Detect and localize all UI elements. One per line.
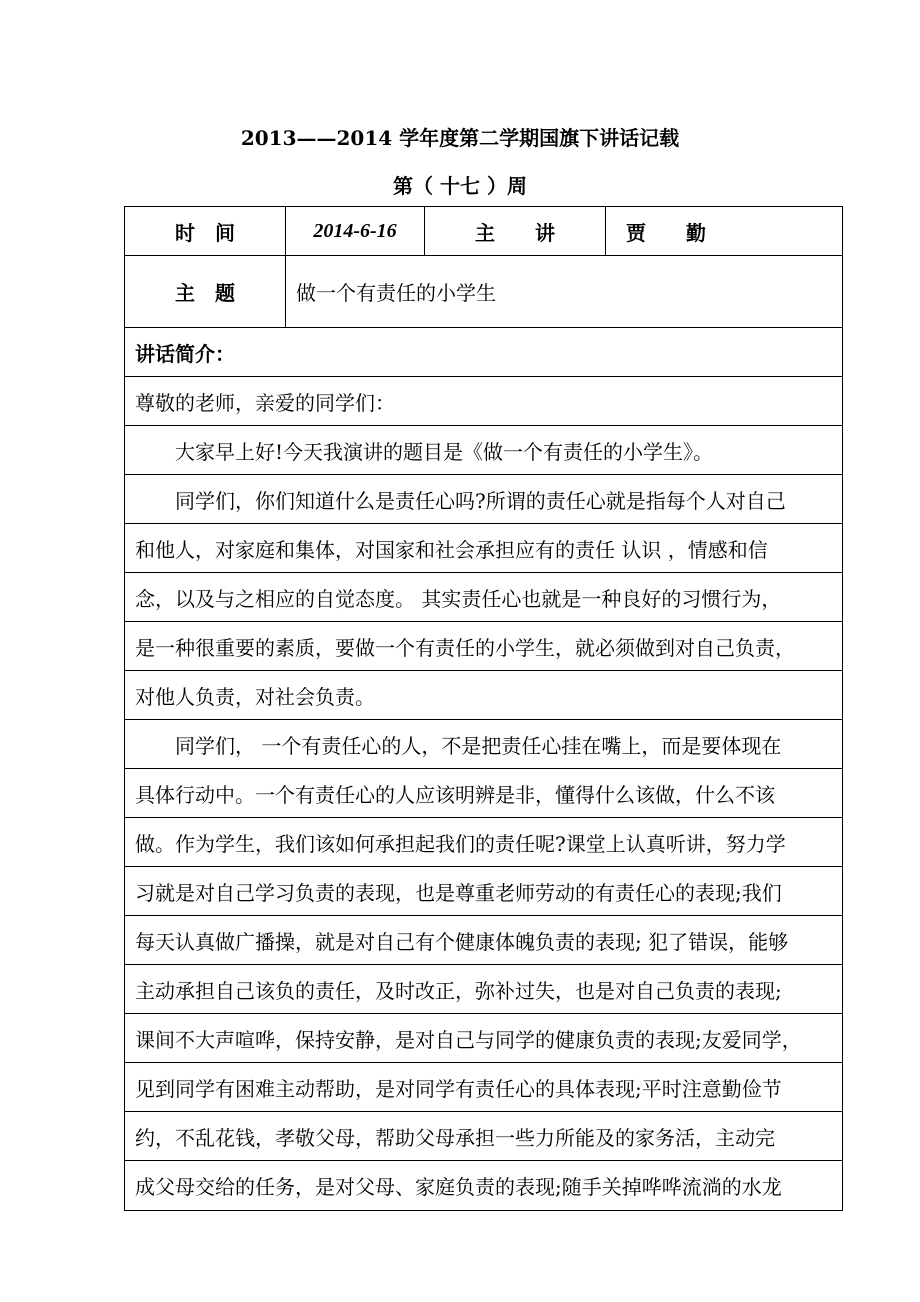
speech-line: 课间不大声喧哗，保持安静，是对自己与同学的健康负责的表现;友爱同学，	[124, 1013, 843, 1063]
speech-line: 成父母交给的任务，是对父母、家庭负责的表现;随手关掉哗哗流淌的水龙	[124, 1160, 843, 1211]
topic-label-cell	[124, 255, 286, 328]
speaker-label: 主 讲	[475, 220, 555, 245]
summary-label-cell	[124, 327, 843, 377]
speech-line: 尊敬的老师，亲爱的同学们：	[124, 376, 843, 426]
speech-line: 同学们， 一个有责任心的人，不是把责任心挂在嘴上，而是要体现在	[124, 719, 843, 769]
week-label: 第（ 十七 ）周	[393, 174, 527, 198]
speech-line: 见到同学有困难主动帮助，是对同学有责任心的具体表现;平时注意勤俭节	[124, 1062, 843, 1112]
speech-line: 是一种很重要的素质，要做一个有责任的小学生，就必须做到对自己负责，	[124, 621, 843, 671]
topic-value: 做一个有责任的小学生	[296, 281, 496, 305]
document-title: 2013——2014 学年度第二学期国旗下讲话记载	[240, 126, 680, 150]
speech-line: 约，不乱花钱，孝敬父母，帮助父母承担一些力所能及的家务活，主动完	[124, 1111, 843, 1161]
speech-line: 具体行动中。一个有责任心的人应该明辨是非，懂得什么该做，什么不该	[124, 768, 843, 818]
speaker-label-cell	[424, 206, 606, 256]
speech-line: 做。作为学生，我们该如何承担起我们的责任呢?课堂上认真听讲，努力学	[124, 817, 843, 867]
speaker-value: 贾 勤	[626, 220, 706, 245]
speech-line: 习就是对自己学习负责的表现，也是尊重老师劳动的有责任心的表现;我们	[124, 866, 843, 916]
speech-line: 和他人，对家庭和集体，对国家和社会承担应有的责任 认识 ，情感和信	[124, 523, 843, 573]
speaker-value-cell	[605, 206, 843, 256]
time-label: 时 间	[175, 220, 235, 245]
speech-line: 每天认真做广播操，就是对自己有个健康体魄负责的表现; 犯了错误，能够	[124, 915, 843, 965]
speech-line: 大家早上好!今天我演讲的题目是《做一个有责任的小学生》。	[124, 425, 843, 475]
speech-line: 念，以及与之相应的自觉态度。 其实责任心也就是一种良好的习惯行为，	[124, 572, 843, 622]
speech-line: 对他人负责，对社会负责。	[124, 670, 843, 720]
date-cell	[285, 206, 425, 256]
summary-label: 讲话简介：	[135, 341, 235, 366]
time-label-cell	[124, 206, 286, 256]
speech-line: 同学们，你们知道什么是责任心吗?所谓的责任心就是指每个人对自己	[124, 474, 843, 524]
date-value: 2014-6-16	[313, 219, 397, 242]
speech-line: 主动承担自己该负的责任，及时改正，弥补过失，也是对自己负责的表现;	[124, 964, 843, 1014]
topic-value-cell	[285, 255, 843, 328]
topic-label: 主 题	[175, 281, 235, 305]
